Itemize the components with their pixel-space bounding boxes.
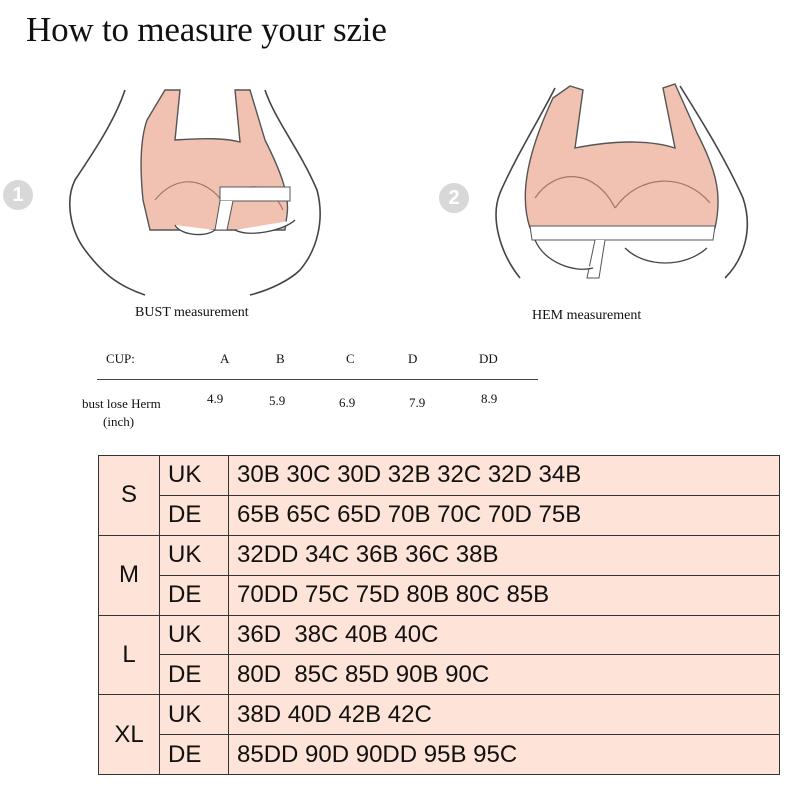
- cup-value-dd: 8.9: [481, 391, 498, 406]
- table-row: [99, 655, 780, 695]
- cup-header-a: A: [220, 351, 230, 366]
- codes-cell: 36D 38C 40B 40C: [229, 615, 780, 655]
- region-cell: DE: [160, 495, 229, 535]
- cup-row-unit: (inch): [103, 414, 135, 429]
- cup-header-label: CUP:: [106, 351, 135, 366]
- region-cell: UK: [160, 615, 229, 655]
- hem-measurement-caption: HEM measurement: [532, 308, 642, 323]
- bust-measurement-caption: BUST measurement: [135, 305, 249, 320]
- region-cell: DE: [160, 575, 229, 615]
- codes-cell: 65B 65C 65D 70B 70C 70D 75B: [229, 495, 780, 535]
- region-cell: DE: [160, 655, 229, 695]
- cup-header-c: C: [346, 351, 355, 366]
- table-row: [99, 535, 780, 575]
- bust-measurement-illustration: [55, 80, 345, 300]
- table-row: [99, 495, 780, 535]
- codes-cell: 70DD 75C 75D 80B 80C 85B: [229, 575, 780, 615]
- cup-row-label: bust lose Herm: [82, 396, 161, 411]
- size-cell-m: M: [99, 535, 160, 615]
- region-cell: UK: [160, 695, 229, 735]
- codes-cell: 32DD 34C 36B 36C 38B: [229, 535, 780, 575]
- cup-value-c: 6.9: [339, 395, 356, 410]
- cup-header-d: D: [408, 351, 418, 366]
- cup-value-d: 7.9: [409, 395, 426, 410]
- table-row: [99, 456, 780, 496]
- cup-table-divider: [97, 379, 538, 380]
- codes-cell: 80D 85C 85D 90B 90C: [229, 655, 780, 695]
- table-row: [99, 615, 780, 655]
- step-2-badge: 2: [439, 183, 469, 213]
- cup-value-b: 5.9: [269, 393, 286, 408]
- codes-cell: 85DD 90D 90DD 95B 95C: [229, 735, 780, 775]
- cup-value-a: 4.9: [207, 391, 224, 406]
- cup-header-dd: DD: [479, 351, 498, 366]
- size-cell-xl: XL: [99, 695, 160, 775]
- table-row: [99, 575, 780, 615]
- table-row: [99, 735, 780, 775]
- region-cell: UK: [160, 456, 229, 496]
- hem-measurement-illustration: [475, 78, 775, 298]
- region-cell: UK: [160, 535, 229, 575]
- size-conversion-table: [98, 455, 780, 775]
- page-title: How to measure your szie: [26, 10, 387, 49]
- size-cell-l: L: [99, 615, 160, 695]
- cup-header-b: B: [276, 351, 285, 366]
- step-1-badge: 1: [3, 180, 33, 210]
- codes-cell: 38D 40D 42B 42C: [229, 695, 780, 735]
- region-cell: DE: [160, 735, 229, 775]
- size-cell-s: S: [99, 456, 160, 536]
- codes-cell: 30B 30C 30D 32B 32C 32D 34B: [229, 456, 780, 496]
- table-row: [99, 695, 780, 735]
